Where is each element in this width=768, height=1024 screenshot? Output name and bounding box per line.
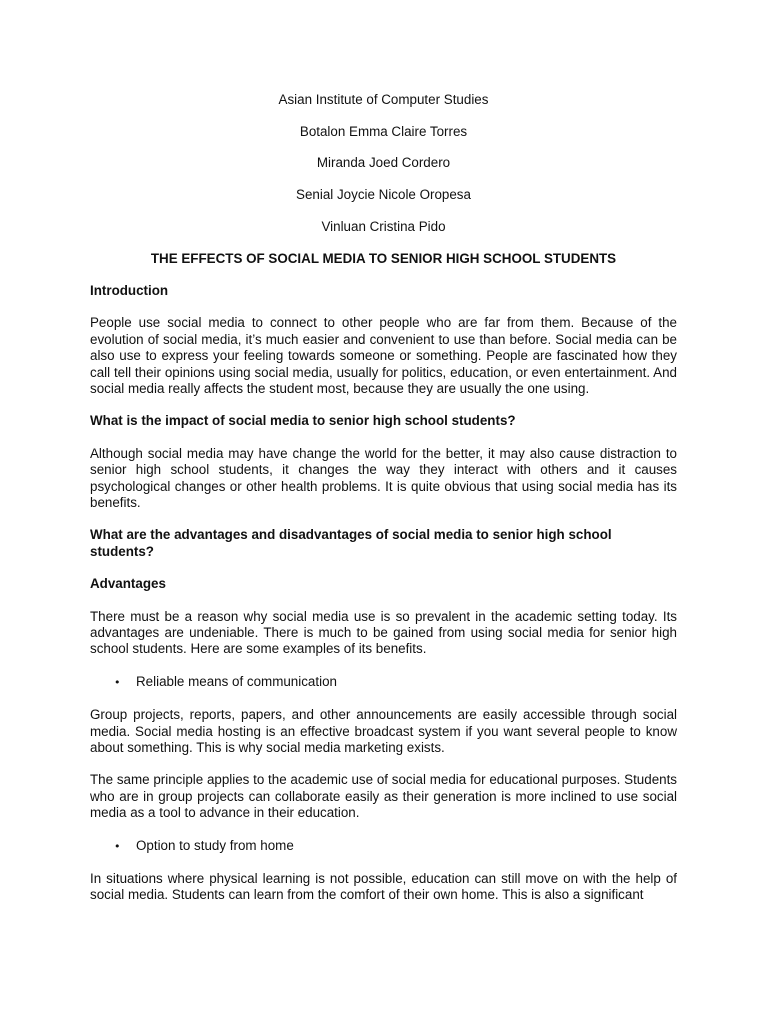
document-page [90,92,677,920]
bullet-item [90,838,677,855]
communication-paragraph: The same principle applies to the academic use of social media for educational purposes. Students who are in group projects can collaborate easily as their generation is more inclined to use social media as a tool to advance in their education. [90,772,677,821]
bullet-text: Reliable means of communication [136,673,337,689]
impact-question-heading: What is the impact of social media to senior high school students? [90,413,516,429]
advantages-paragraph: There must be a reason why social media use is so prevalent in the academic setting today. Its advantages are undeniable. There is much to be gained from using social media for senior high school students. Here are some examples of its benefits. [90,608,677,657]
institution-name: Asian Institute of Computer Studies [278,92,489,107]
author-name: Senial Joycie Nicole Oropesa [296,187,471,203]
bullet-item [90,674,677,691]
bullet-point-icon [114,674,136,691]
introduction-heading: Introduction [90,282,169,298]
communication-paragraph: Group projects, reports, papers, and other announcements are easily accessible through social media. Social media hosting is an effective broadcast system if you want several people to know about something. This is why social media marketing exists. [90,707,677,756]
introduction-paragraph: People use social media to connect to other people who are far from them. Because of the evolution of social media, it’s much easier and convenient to use than before. Social media can be also use to express your feeling towards someone or something. People are fascinated how they call tell their opinions using social media, usually for politics, education, or even entertainment. And social media really affects the student most, because they are usually the one using. [90,315,677,396]
impact-paragraph: Although social media may have change the world for the better, it may also cause distraction to senior high school students, it changes the way they interact with others and it causes psychological changes or other health problems. It is quite obvious that using social media has its benefits. [90,445,677,510]
bullet-point-icon [114,838,136,855]
author-name: Botalon Emma Claire Torres [299,123,468,139]
study-from-home-paragraph: In situations where physical learning is not possible, education can still move on with the help of social media. Students can learn from the comfort of their own home. This is also a significant [90,871,677,903]
author-name: Vinluan Cristina Pido [321,218,446,234]
advantages-heading: Advantages [90,576,166,592]
author-name: Miranda Joed Cordero [316,155,451,171]
bullet-text: Option to study from home [136,837,294,853]
advantages-disadvantages-heading: What are the advantages and disadvantages of social media to senior high school students? [90,527,612,559]
document-title: THE EFFECTS OF SOCIAL MEDIA TO SENIOR HIGH SCHOOL STUDENTS [150,250,617,266]
